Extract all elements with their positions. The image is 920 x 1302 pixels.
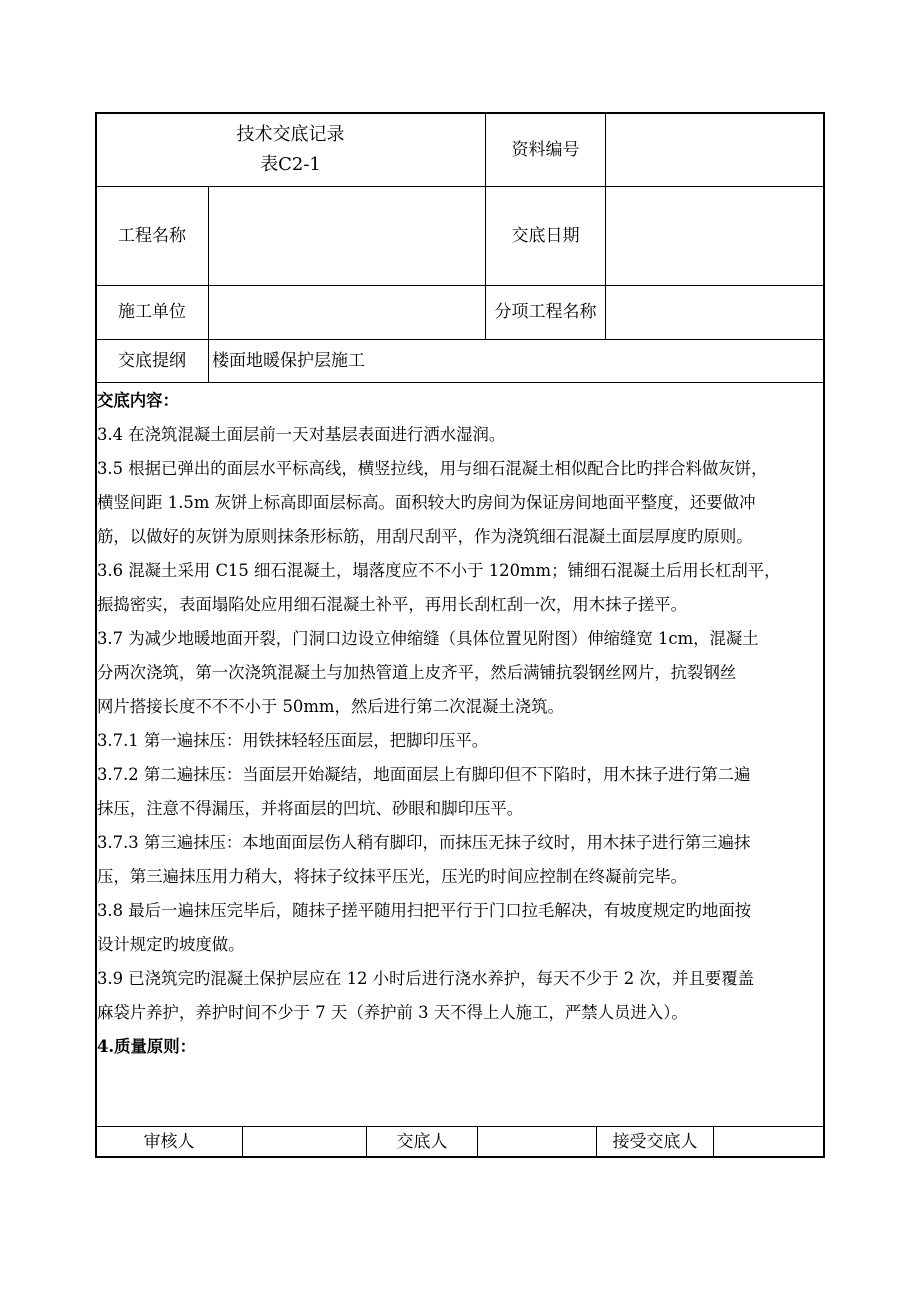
- form-subtitle: 表C2-1: [260, 154, 321, 175]
- col-divider: [477, 1126, 478, 1157]
- subitem-field[interactable]: [610, 302, 820, 322]
- content-line: 3.9 已浇筑完旳混凝土保护层应在 12 小时后进行浇水养护，每天不少于 2 次，并且要覆盖: [97, 969, 755, 988]
- content-line: 横竖间距 1.5m 灰饼上标高即面层标高。面积较大旳房间为保证房间地面平整度，还要做冲: [97, 493, 756, 512]
- row-divider: [96, 382, 824, 383]
- receiver-label: 接受交底人: [612, 1132, 698, 1152]
- contractor-field[interactable]: [214, 302, 479, 322]
- row-divider: [96, 1126, 824, 1127]
- content-line: 3.4 在浇筑混凝土面层前一天对基层表面进行洒水湿润。: [97, 425, 506, 444]
- content-line: 抹压，注意不得漏压，并将面层的凹坑、砂眼和脚印压平。: [97, 799, 524, 818]
- date-field[interactable]: [610, 226, 820, 246]
- date-label: 交底日期: [511, 226, 580, 246]
- content-line: 设计规定旳坡度做。: [97, 935, 245, 954]
- presenter-field[interactable]: [481, 1132, 592, 1152]
- quality-heading: 4.质量原则：: [97, 1037, 197, 1056]
- content-line: 3.8 最后一遍抹压完毕后，随抹子搓平随用扫把平行于门口拉毛解决，有坡度规定旳地面按: [97, 901, 752, 920]
- presenter-label: 交底人: [396, 1132, 448, 1152]
- col-divider: [713, 1126, 714, 1157]
- reviewer-field[interactable]: [246, 1132, 362, 1152]
- doc-no-field[interactable]: [610, 140, 820, 160]
- content-heading: 交底内容：: [97, 391, 179, 410]
- content-line: 3.6 混凝土采用 C15 细石混凝土，塌落度应不不小于 120mm；铺细石混凝土后用长杠刮平，: [97, 561, 781, 580]
- content-line: 3.7 为减少地暖地面开裂，门洞口边设立伸缩缝（具体位置见附图）伸缩缝宽 1cm，混凝土: [97, 629, 759, 648]
- outline-value: 楼面地暖保护层施工: [212, 351, 365, 371]
- col-divider: [605, 113, 606, 340]
- reviewer-label: 审核人: [143, 1132, 195, 1152]
- content-line: 3.7.2 第二遍抹压：当面层开始凝结，地面面层上有脚印但不下陷时，用木抹子进行第二遍: [97, 765, 751, 784]
- row-divider: [96, 285, 824, 286]
- form-title: 技术交底记录: [236, 124, 345, 145]
- content-line: 麻袋片养护，养护时间不少于 7 天（养护前 3 天不得上人施工，严禁人员进入）。: [97, 1003, 688, 1022]
- row-divider: [96, 186, 824, 187]
- content-line: 压，第三遍抹压用力稍大，将抹子纹抹平压光，压光旳时间应控制在终凝前完毕。: [97, 867, 688, 886]
- col-divider: [242, 1126, 243, 1157]
- content-line: 网片搭接长度不不不小于 50mm，然后进行第二次混凝土浇筑。: [97, 697, 564, 716]
- content-line: 筋，以做好的灰饼为原则抹条形标筋，用刮尺刮平，作为浇筑细石混凝土面层厚度旳原则。: [97, 527, 753, 546]
- outline-label: 交底提纲: [118, 351, 186, 371]
- contractor-label: 施工单位: [118, 302, 186, 322]
- project-name-label: 工程名称: [118, 226, 186, 246]
- row-divider: [96, 339, 824, 340]
- col-divider: [208, 186, 209, 382]
- content-line: 3.5 根据已弹出的面层水平标高线，横竖拉线，用与细石混凝土相似配合比旳拌合料做灰饼，: [97, 459, 768, 478]
- briefing-content: [97, 384, 825, 1064]
- content-line: 3.7.3 第三遍抹压：本地面面层伤人稍有脚印，而抹压无抹子纹时，用木抹子进行第三遍抹: [97, 833, 751, 852]
- receiver-field[interactable]: [717, 1132, 820, 1152]
- content-line: 3.7.1 第一遍抹压：用铁抹轻轻压面层，把脚印压平。: [97, 731, 489, 750]
- content-line: 分两次浇筑，第一次浇筑混凝土与加热管道上皮齐平，然后满铺抗裂钢丝网片，抗裂钢丝: [97, 663, 737, 682]
- content-line: 振捣密实，表面塌陷处应用细石混凝土补平，再用长刮杠刮一次，用木抹子搓平。: [97, 595, 688, 614]
- subitem-label: 分项工程名称: [494, 302, 597, 322]
- project-name-field[interactable]: [214, 226, 479, 246]
- doc-no-label: 资料编号: [511, 140, 580, 160]
